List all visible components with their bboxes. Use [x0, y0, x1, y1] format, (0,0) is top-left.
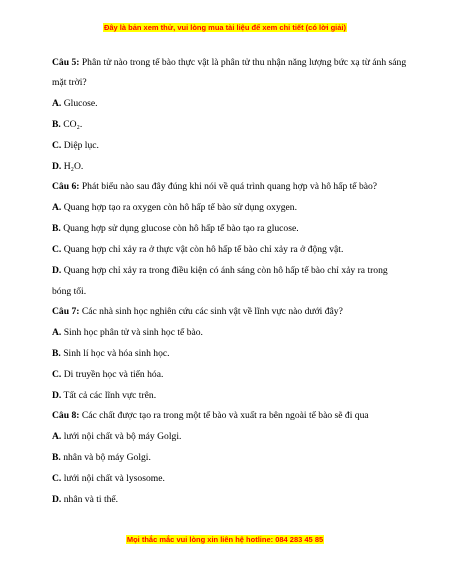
question-label: Câu 8: — [52, 410, 80, 421]
option-d — [52, 489, 407, 510]
question-8 — [52, 406, 407, 510]
question-text: Các nhà sinh học nghiên cứu các sinh vật về lĩnh vực nào dưới đây? — [79, 306, 343, 317]
option-text: Di truyền học và tiến hóa. — [61, 369, 164, 380]
option-letter: B. — [52, 223, 61, 234]
option-a — [52, 93, 407, 114]
option-letter: D. — [52, 265, 62, 276]
question-stem — [52, 177, 407, 197]
option-c — [52, 364, 407, 385]
question-7 — [52, 302, 407, 406]
option-text: lưới nội chất và lysosome. — [61, 473, 165, 484]
option-text: Diệp lục. — [61, 140, 99, 151]
option-letter: C. — [52, 244, 62, 255]
option-text: Sinh học phân tử và sinh học tế bào. — [61, 327, 203, 338]
option-c — [52, 135, 407, 156]
option-b — [52, 218, 407, 239]
option-text: Quang hợp chỉ xảy ra ở thực vật còn hô hấp tế bào chỉ xảy ra ở động vật. — [61, 244, 344, 255]
question-list — [52, 53, 407, 510]
option-d — [52, 385, 407, 406]
option-text: lưới nội chất và bộ máy Golgi. — [61, 431, 182, 442]
option-b — [52, 447, 407, 468]
option-letter: B. — [52, 452, 61, 463]
option-d — [52, 156, 407, 177]
option-letter: A. — [52, 98, 62, 109]
hotline-text: Mọi thắc mắc vui lòng xin liên hệ hotline: 084 283 45 85 — [126, 535, 324, 544]
option-letter: A. — [52, 431, 62, 442]
question-stem — [52, 302, 407, 322]
option-letter: D. — [52, 494, 62, 505]
option-text: Glucose. — [61, 98, 98, 109]
option-c — [52, 468, 407, 489]
option-a — [52, 197, 407, 218]
question-5 — [52, 53, 407, 177]
option-text: nhân và bộ máy Golgi. — [60, 452, 151, 463]
option-letter: D. — [52, 390, 62, 401]
option-text: Quang hợp chỉ xảy ra trong điều kiện có ánh sáng còn hô hấp tế bào chỉ xảy ra trong bóng tối. — [52, 265, 388, 297]
option-letter: D. — [52, 161, 62, 172]
option-text: nhân và ti thể. — [61, 494, 119, 505]
option-letter: B. — [52, 348, 61, 359]
option-c — [52, 239, 407, 260]
question-text: Phát biểu nào sau đây đúng khi nói về quá trình quang hợp và hô hấp tế bào? — [79, 181, 378, 192]
option-text: H₂O. — [61, 161, 84, 172]
option-letter: B. — [52, 119, 61, 130]
option-letter: A. — [52, 327, 62, 338]
option-b — [52, 114, 407, 135]
question-text: Phân tử nào trong tế bào thực vật là phân tử thu nhận năng lượng bức xạ từ ánh sáng mặt trời? — [52, 57, 407, 88]
option-letter: C. — [52, 473, 62, 484]
option-b — [52, 343, 407, 364]
preview-notice-text: Đây là bản xem thử, vui lòng mua tài liệu để xem chi tiết (có lời giải) — [103, 23, 347, 32]
preview-notice-banner — [0, 22, 450, 33]
question-label: Câu 5: — [52, 57, 80, 68]
option-text: Tất cả các lĩnh vực trên. — [61, 390, 157, 401]
option-text: Quang hợp tạo ra oxygen còn hô hấp tế bào sử dụng oxygen. — [61, 202, 298, 213]
question-text: Các chất được tạo ra trong một tế bào và xuất ra bên ngoài tế bào sẽ đi qua — [79, 410, 369, 421]
option-a — [52, 322, 407, 343]
option-text: Sinh lí học và hóa sinh học. — [60, 348, 170, 359]
hotline-banner — [0, 534, 450, 545]
option-letter: C. — [52, 369, 62, 380]
option-text: Quang hợp sử dụng glucose còn hô hấp tế bào tạo ra glucose. — [60, 223, 299, 234]
option-a — [52, 426, 407, 447]
question-label: Câu 7: — [52, 306, 80, 317]
question-6 — [52, 177, 407, 302]
option-letter: C. — [52, 140, 62, 151]
question-stem — [52, 53, 407, 93]
question-label: Câu 6: — [52, 181, 80, 192]
option-text: CO₂. — [60, 119, 83, 130]
option-letter: A. — [52, 202, 62, 213]
question-stem — [52, 406, 407, 426]
option-d — [52, 260, 407, 302]
